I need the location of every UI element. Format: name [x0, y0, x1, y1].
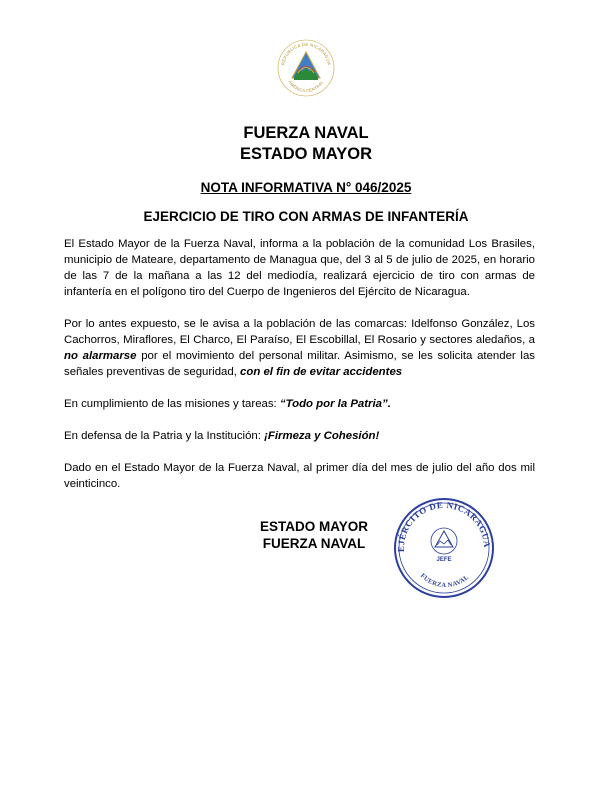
- paragraph-slogan: [64, 428, 535, 444]
- subject-title: EJERCICIO DE TIRO CON ARMAS DE INFANTERÍA: [143, 209, 469, 224]
- signature-line-1: ESTADO MAYOR: [259, 519, 368, 534]
- paragraph-warning: [64, 316, 535, 380]
- motto-intro: En cumplimiento de las misiones y tareas:: [64, 398, 280, 410]
- paragraph-announcement: El Estado Mayor de la Fuerza Naval, informa a la población de la comunidad Los Brasiles, municipio de Mateare, departamento de Managua que, del 3 al 5 de julio de 2025, en horario de las 7 de la mañana a las 12 del mediodía, realizará ejercicio de tiro con armas de infantería en el polígono tiro del Cuerpo de Ingenieros del Ejército de Nicaragua.: [64, 238, 535, 298]
- paragraph-motto: [64, 396, 535, 412]
- signature-line-2: FUERZA NAVAL: [262, 536, 366, 551]
- warning-emphasis-no-alarm: no alarmarse: [64, 350, 137, 362]
- warning-text-a: Por lo antes expuesto, se le avisa a la población de las comarcas: Idelfonso González, Los Cachorros, Miraflores, El Charco, El Paraíso, El Escobillal, El Rosario y sectores aledaños, a: [64, 318, 535, 346]
- warning-text-c: por el movimiento del personal militar. Asimismo, se les solicita atender las señales preventivas de seguridad,: [64, 350, 535, 378]
- note-number: NOTA INFORMATIVA N° 046/2025: [200, 180, 412, 195]
- signature-block: [244, 518, 384, 552]
- svg-text:REPÚBLICA DE NICARAGUA: REPÚBLICA DE NICARAGUA: [280, 41, 332, 66]
- header-line-1: FUERZA NAVAL: [243, 124, 369, 142]
- warning-emphasis-safety: con el fin de evitar accidentes: [240, 366, 403, 378]
- svg-text:JEFE: JEFE: [436, 557, 452, 563]
- svg-text:FUERZA NAVAL: FUERZA NAVAL: [418, 572, 471, 590]
- svg-text:EJÉRCITO DE NICARAGUA: EJÉRCITO DE NICARAGUA: [395, 499, 493, 553]
- motto-text: “Todo por la Patria”.: [279, 398, 391, 410]
- nicaragua-coat-of-arms-icon: [276, 38, 336, 98]
- svg-text:AMÉRICA CENTRAL: AMÉRICA CENTRAL: [287, 79, 325, 94]
- header-line-2: ESTADO MAYOR: [239, 145, 373, 163]
- slogan-text: ¡Firmeza y Cohesión!: [264, 430, 380, 442]
- paragraph-date: Dado en el Estado Mayor de la Fuerza Naval, al primer día del mes de julio del año dos mil veinticinco.: [64, 462, 535, 490]
- official-stamp-icon: [392, 496, 496, 600]
- slogan-intro: En defensa de la Patria y la Institución:: [64, 430, 265, 442]
